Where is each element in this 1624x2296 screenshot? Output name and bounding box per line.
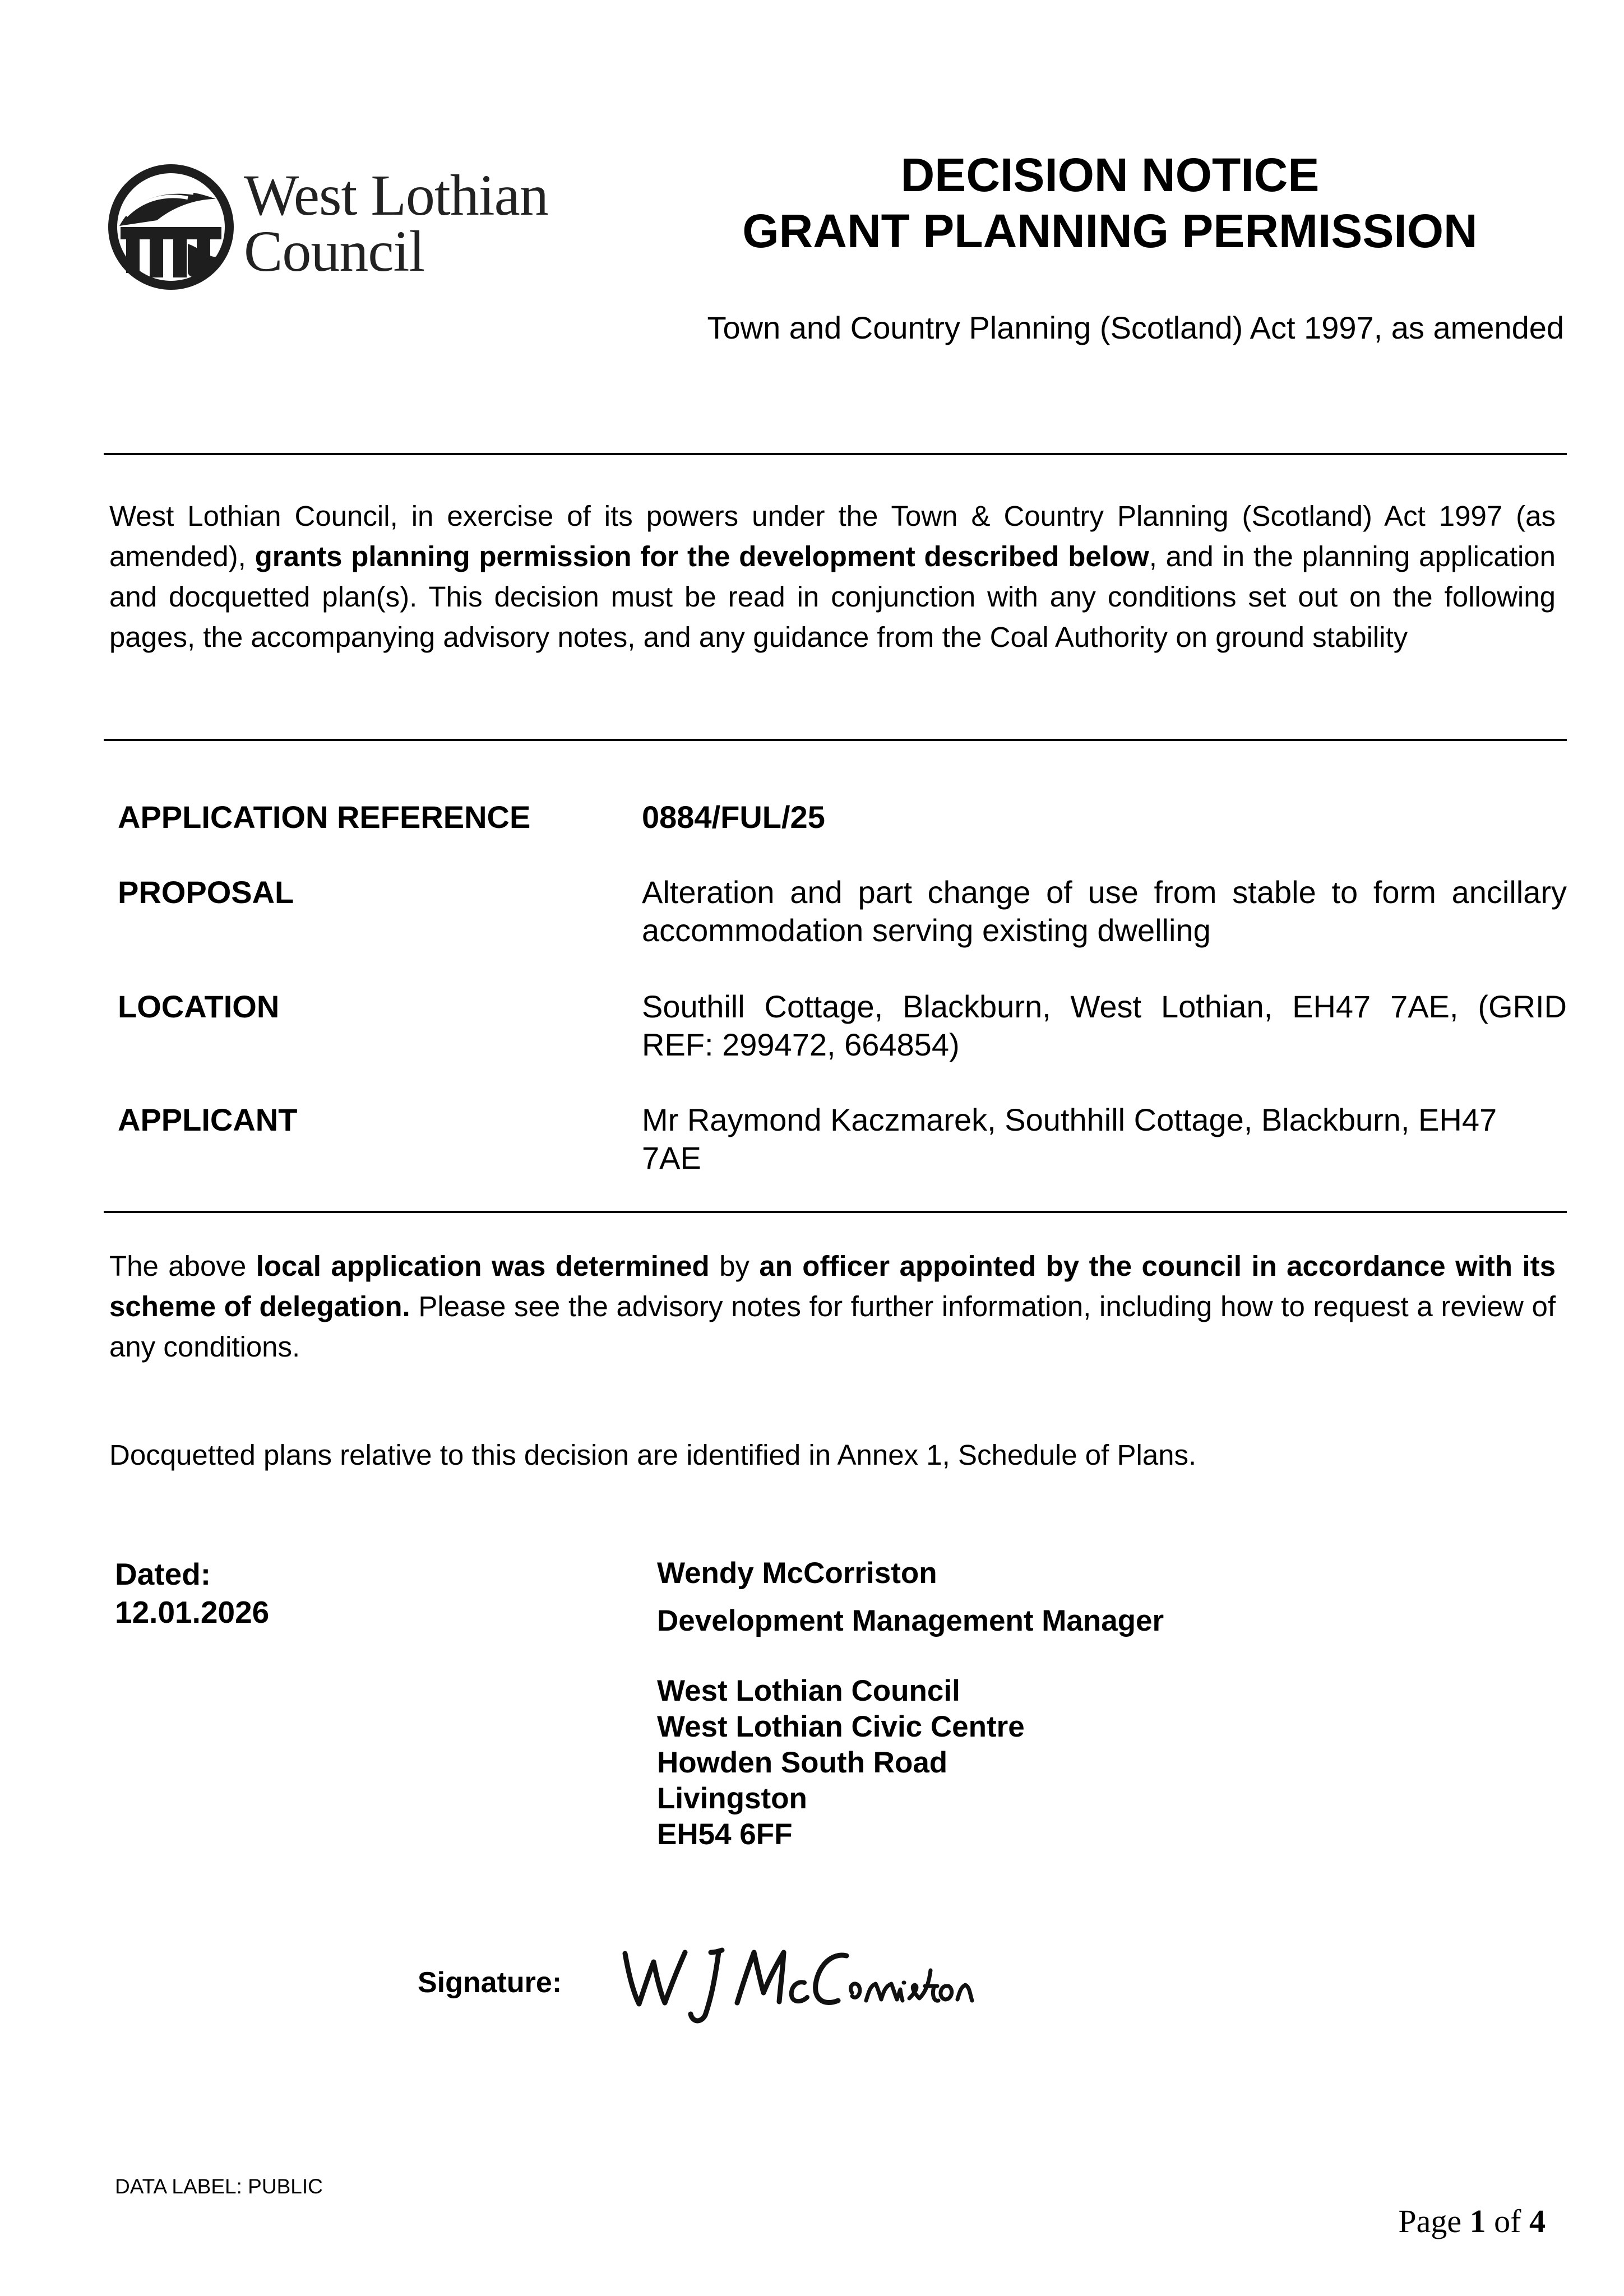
officer-role: Development Management Manager xyxy=(657,1604,1164,1637)
application-reference-value: 0884/FUL/25 xyxy=(642,799,825,835)
act-reference: Town and Country Planning (Scotland) Act 1997, as amended xyxy=(707,310,1564,345)
address-line: Livingston xyxy=(657,1782,807,1815)
determination-bold-1: local application was determined xyxy=(256,1250,710,1282)
handwritten-signature xyxy=(617,1931,1020,2026)
determination-text-2: by xyxy=(709,1250,760,1282)
page-of: of xyxy=(1486,2203,1529,2239)
dated-label: Dated: xyxy=(115,1557,211,1591)
proposal-label: PROPOSAL xyxy=(118,874,294,910)
application-reference-label: APPLICATION REFERENCE xyxy=(118,799,531,835)
data-classification-label: DATA LABEL: PUBLIC xyxy=(115,2175,323,2198)
page-number xyxy=(1398,2202,1546,2241)
location-label: LOCATION xyxy=(118,989,280,1024)
council-logo xyxy=(104,160,619,300)
signature-label: Signature: xyxy=(418,1966,562,1999)
address-line: Howden South Road xyxy=(657,1746,948,1779)
proposal-value: Alteration and part change of use from stable to form ancillary accommodation serving existing dwelling xyxy=(642,874,1567,948)
divider-middle xyxy=(104,739,1567,741)
divider-top xyxy=(104,453,1567,455)
notice-subtitle: GRANT PLANNING PERMISSION xyxy=(742,205,1478,257)
determination-paragraph xyxy=(109,1246,1556,1367)
intro-bold-text: grants planning permission for the development described below xyxy=(255,540,1149,572)
logo-text-line2: Council xyxy=(244,219,425,284)
officer-name: Wendy McCorriston xyxy=(657,1557,937,1590)
determination-bold-2: an officer appointed by the council in accordance with its scheme of delegation. xyxy=(109,1250,1556,1322)
address-line: EH54 6FF xyxy=(657,1818,793,1851)
page-current: 1 xyxy=(1469,2203,1486,2239)
dated-value: 12.01.2026 xyxy=(115,1595,270,1630)
address-line: West Lothian Civic Centre xyxy=(657,1710,1025,1743)
intro-text-2: , and in the planning application and docquetted plan(s). This decision must be read in conjunction with any conditions set out on the following pages, the accompanying advisory notes, and any guidance from the Coal Authority on ground stability xyxy=(109,540,1556,653)
determination-text-1: The above xyxy=(109,1250,256,1282)
determination-text-3: Please see the advisory notes for further information, including how to request a review of any conditions. xyxy=(109,1290,1556,1363)
page-prefix: Page xyxy=(1398,2203,1470,2239)
logo-text-line1: West Lothian xyxy=(244,163,548,228)
divider-bottom xyxy=(104,1211,1567,1213)
location-value: Southill Cottage, Blackburn, West Lothian, EH47 7AE, (GRID REF: 299472, 664854) xyxy=(642,989,1567,1062)
docquetted-plans-note: Docquetted plans relative to this decision are identified in Annex 1, Schedule of Plans. xyxy=(109,1439,1197,1471)
council-address xyxy=(657,1673,1025,1853)
address-line: West Lothian Council xyxy=(657,1674,960,1707)
page-total: 4 xyxy=(1529,2203,1546,2239)
applicant-label: APPLICANT xyxy=(118,1102,298,1137)
council-crest-icon xyxy=(104,160,238,294)
notice-title: DECISION NOTICE xyxy=(900,149,1320,201)
applicant-value: Mr Raymond Kaczmarek, Southhill Cottage, Blackburn, EH47 7AE xyxy=(642,1102,1497,1175)
intro-text-1: West Lothian Council, in exercise of its powers under the Town & Country Planning (Scotland) Act 1997 (as amended), xyxy=(109,500,1556,572)
intro-paragraph xyxy=(109,496,1556,658)
